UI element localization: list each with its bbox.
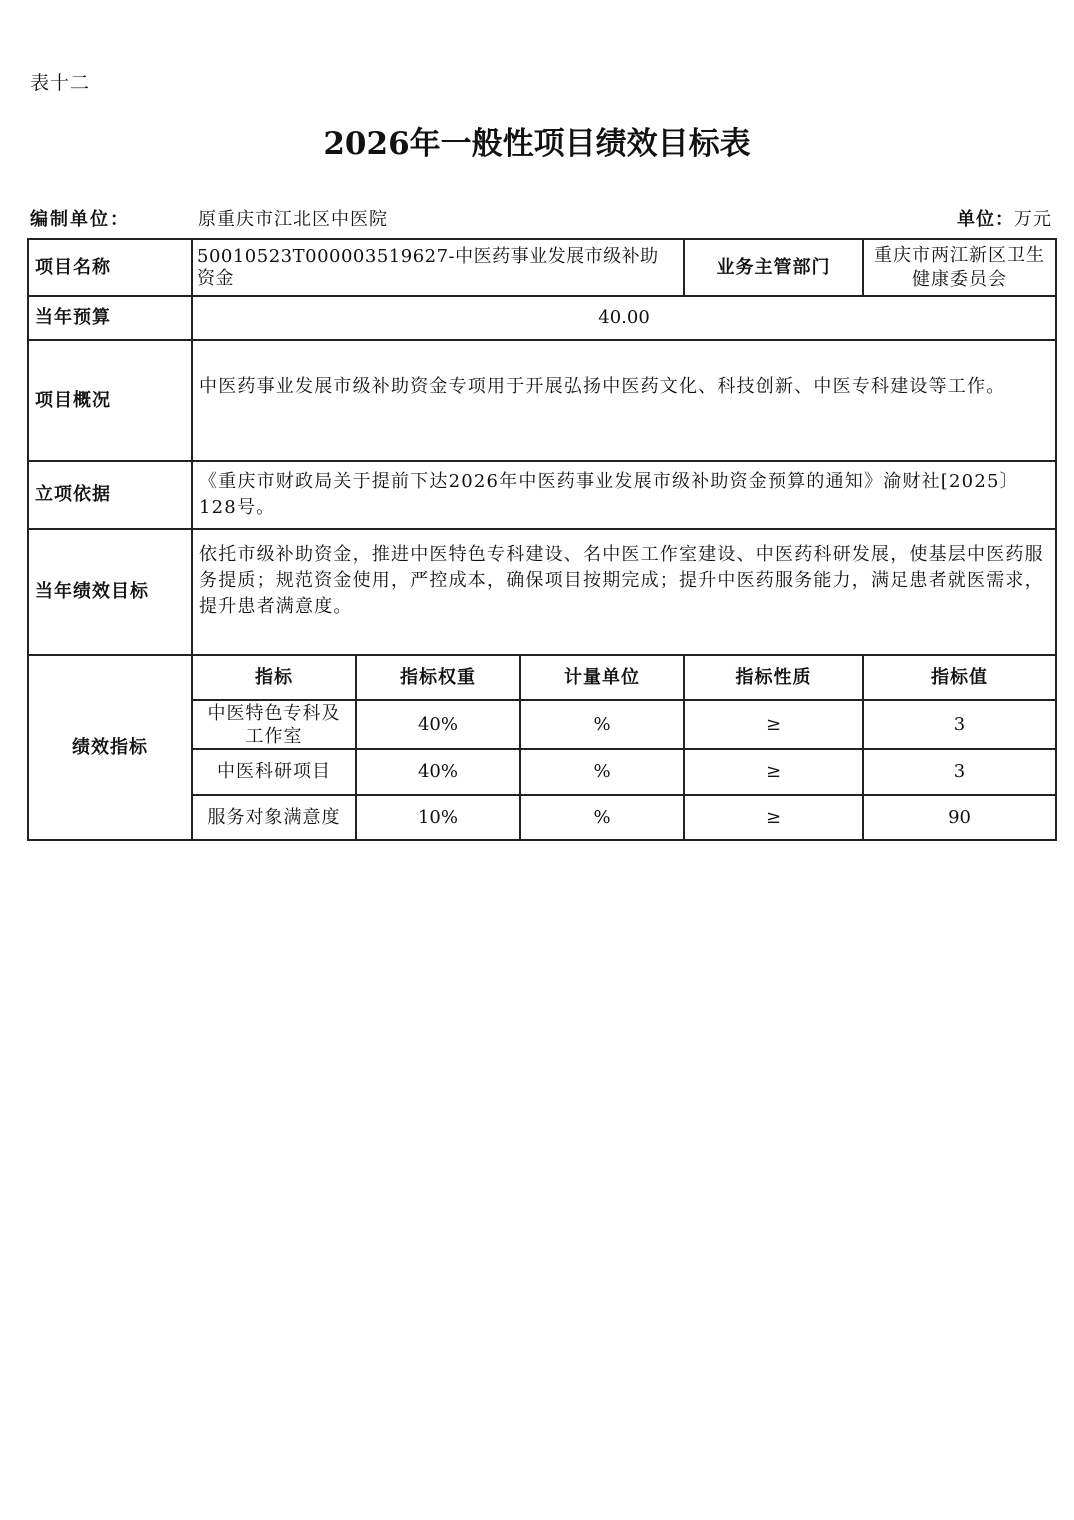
header-nature: 指标性质 xyxy=(684,655,863,700)
indicator-value: 3 xyxy=(863,749,1056,795)
project-name-label: 项目名称 xyxy=(28,239,192,296)
indicator-nature: ≥ xyxy=(684,795,863,840)
indicator-name: 中医科研项目 xyxy=(192,749,356,795)
dept-value: 重庆市两江新区卫生健康委员会 xyxy=(863,239,1056,296)
header-value: 指标值 xyxy=(863,655,1056,700)
unit-label: 单位： xyxy=(957,209,1014,230)
indicator-unit: % xyxy=(520,795,684,840)
goal-row xyxy=(28,529,1056,655)
header-weight: 指标权重 xyxy=(356,655,520,700)
indicators-section-label: 绩效指标 xyxy=(28,655,192,840)
table-number: 表十二 xyxy=(30,72,91,94)
header-unit: 计量单位 xyxy=(520,655,684,700)
goal-label: 当年绩效目标 xyxy=(28,529,192,655)
dept-label: 业务主管部门 xyxy=(684,239,863,296)
page-title: 2026年一般性项目绩效目标表 xyxy=(323,126,751,162)
indicator-weight: 40% xyxy=(356,700,520,749)
indicator-header-row xyxy=(28,655,1056,700)
goal-value: 依托市级补助资金，推进中医特色专科建设、名中医工作室建设、中医药科研发展，使基层中医药服务提质；规范资金使用，严控成本，确保项目按期完成；提升中医药服务能力，满足患者就医需求，提升患者满意度。 xyxy=(192,529,1056,655)
indicator-nature: ≥ xyxy=(684,700,863,749)
meta-row xyxy=(30,205,1052,233)
unit-info xyxy=(957,205,1052,231)
indicator-unit: % xyxy=(520,700,684,749)
header-indicator: 指标 xyxy=(192,655,356,700)
budget-label: 当年预算 xyxy=(28,296,192,340)
indicator-name: 服务对象满意度 xyxy=(192,795,356,840)
unit-value: 万元 xyxy=(1014,209,1052,230)
performance-table xyxy=(27,238,1057,841)
project-name-row xyxy=(28,239,1056,296)
basis-row xyxy=(28,461,1056,529)
project-name-value: 50010523T000003519627-中医药事业发展市级补助资金 xyxy=(192,239,684,296)
indicator-unit: % xyxy=(520,749,684,795)
org-value: 原重庆市江北区中医院 xyxy=(198,209,388,230)
overview-label: 项目概况 xyxy=(28,340,192,461)
budget-value: 40.00 xyxy=(192,296,1056,340)
overview-value: 中医药事业发展市级补助资金专项用于开展弘扬中医药文化、科技创新、中医专科建设等工作。 xyxy=(192,340,1056,461)
indicator-name: 中医特色专科及工作室 xyxy=(192,700,356,749)
indicator-weight: 10% xyxy=(356,795,520,840)
basis-label: 立项依据 xyxy=(28,461,192,529)
overview-row xyxy=(28,340,1056,461)
indicator-value: 90 xyxy=(863,795,1056,840)
indicator-weight: 40% xyxy=(356,749,520,795)
basis-value: 《重庆市财政局关于提前下达2026年中医药事业发展市级补助资金预算的通知》渝财社[2025〕128号。 xyxy=(192,461,1056,529)
budget-row xyxy=(28,296,1056,340)
indicator-nature: ≥ xyxy=(684,749,863,795)
indicator-value: 3 xyxy=(863,700,1056,749)
org-label: 编制单位： xyxy=(30,209,130,230)
